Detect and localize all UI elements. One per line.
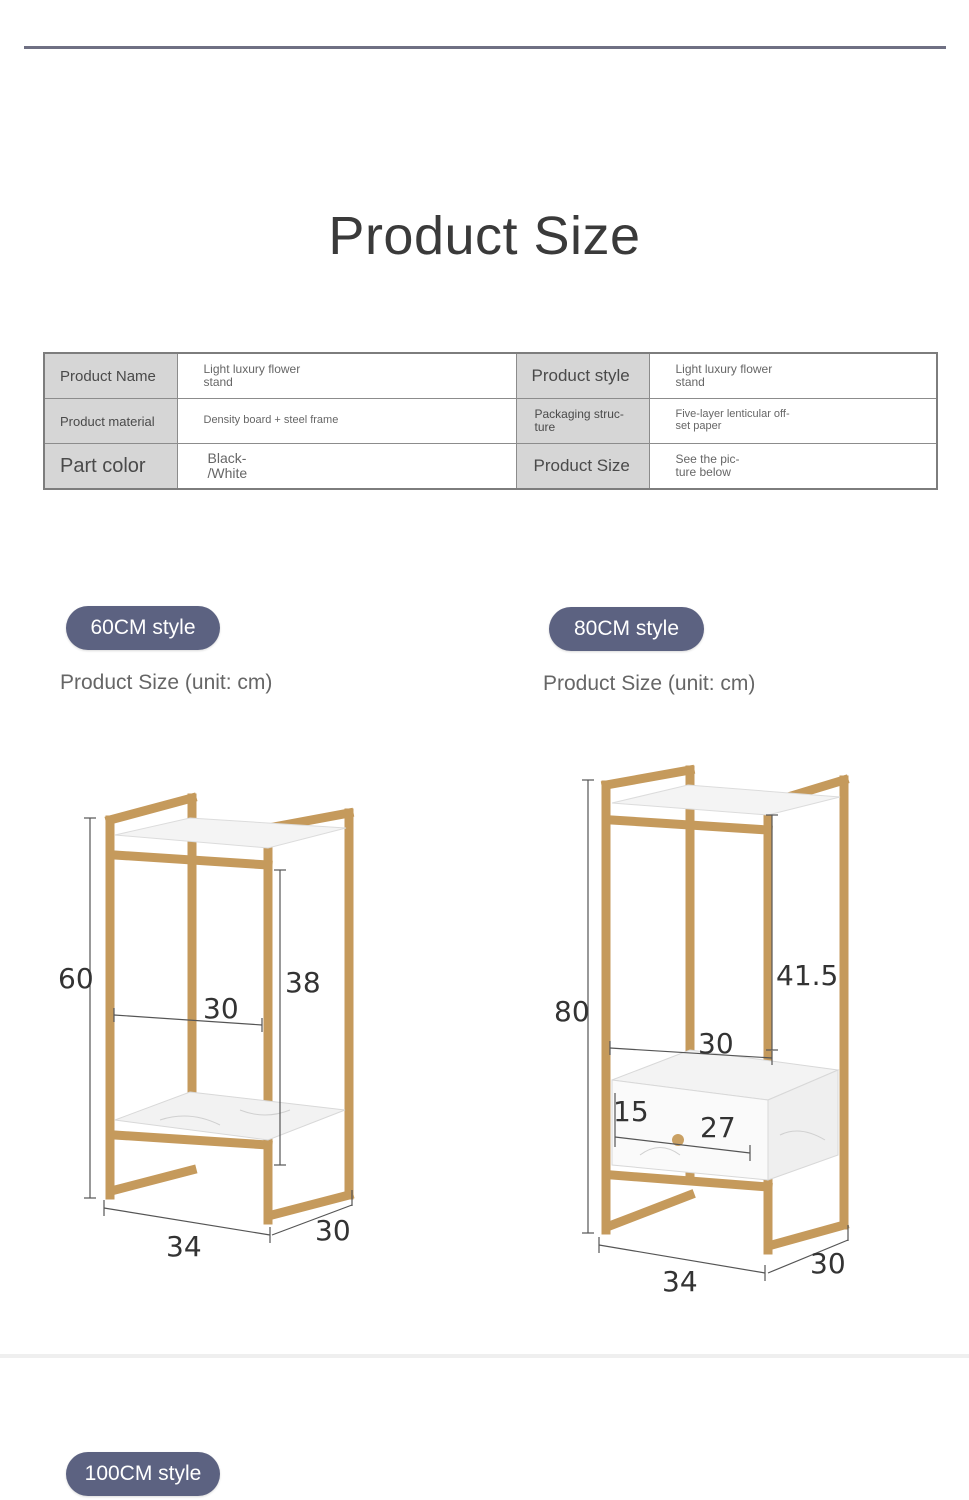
dimension-drawer-width-label: 27 (700, 1111, 736, 1144)
spec-label (516, 399, 649, 444)
spec-value-line: Five-layer lenticular off- (675, 408, 790, 421)
table-row (44, 353, 937, 399)
top-divider (24, 46, 946, 49)
spec-value-line: stand (203, 375, 233, 389)
spec-label-line: ture (534, 420, 556, 434)
spec-label: Product style (516, 353, 649, 399)
dimension-inner-width-label: 30 (698, 1027, 734, 1060)
dimension-width-label: 34 (662, 1265, 698, 1298)
section-divider (0, 1354, 969, 1358)
spec-value-line: /White (207, 465, 248, 481)
spec-value (649, 399, 937, 444)
spec-value (177, 353, 516, 399)
spec-value-line: See the pic- (675, 452, 740, 467)
flower-stand-60cm-diagram (40, 780, 380, 1280)
size-unit-subtitle: Product Size (unit: cm) (60, 671, 273, 694)
spec-value-line: stand (675, 375, 705, 389)
dimension-width-label: 34 (166, 1230, 202, 1263)
spec-value-line: Black- (207, 450, 247, 467)
dimension-height-label: 80 (554, 995, 590, 1028)
style-badge-60cm: 60CM style (66, 606, 220, 650)
table-row (44, 444, 937, 490)
size-unit-subtitle: Product Size (unit: cm) (543, 672, 756, 695)
spec-value (177, 444, 516, 490)
dimension-depth-label: 30 (810, 1247, 846, 1280)
dimension-inner-width-label: 30 (203, 992, 239, 1025)
spec-label-line: Packaging struc- (534, 407, 624, 422)
style-badge-80cm: 80CM style (549, 607, 704, 651)
spec-value-line: set paper (675, 420, 722, 432)
flower-stand-80cm-diagram (540, 755, 880, 1305)
dimension-lines (84, 818, 352, 1243)
dimension-drawer-height-label: 15 (613, 1095, 649, 1128)
dimension-depth-label: 30 (315, 1214, 351, 1247)
dimension-inner-height-label: 38 (285, 966, 321, 999)
spec-value-line: Light luxury flower (203, 362, 301, 377)
spec-value-line: Light luxury flower (675, 362, 773, 377)
stand-frame (606, 770, 844, 1250)
spec-value (649, 353, 937, 399)
spec-value-line: ture below (675, 465, 731, 479)
spec-label: Product material (44, 399, 177, 444)
spec-table (43, 352, 938, 490)
spec-label: Product Size (516, 444, 649, 490)
spec-label: Product Name (44, 353, 177, 399)
table-row (44, 399, 937, 444)
spec-label: Part color (44, 444, 177, 490)
style-badge-100cm: 100CM style (66, 1452, 220, 1496)
dimension-inner-height-label: 41.5 (776, 959, 839, 992)
dimension-height-label: 60 (58, 962, 94, 995)
spec-value (649, 444, 937, 490)
spec-value: Density board + steel frame (177, 399, 516, 444)
page-title: Product Size (328, 206, 641, 266)
